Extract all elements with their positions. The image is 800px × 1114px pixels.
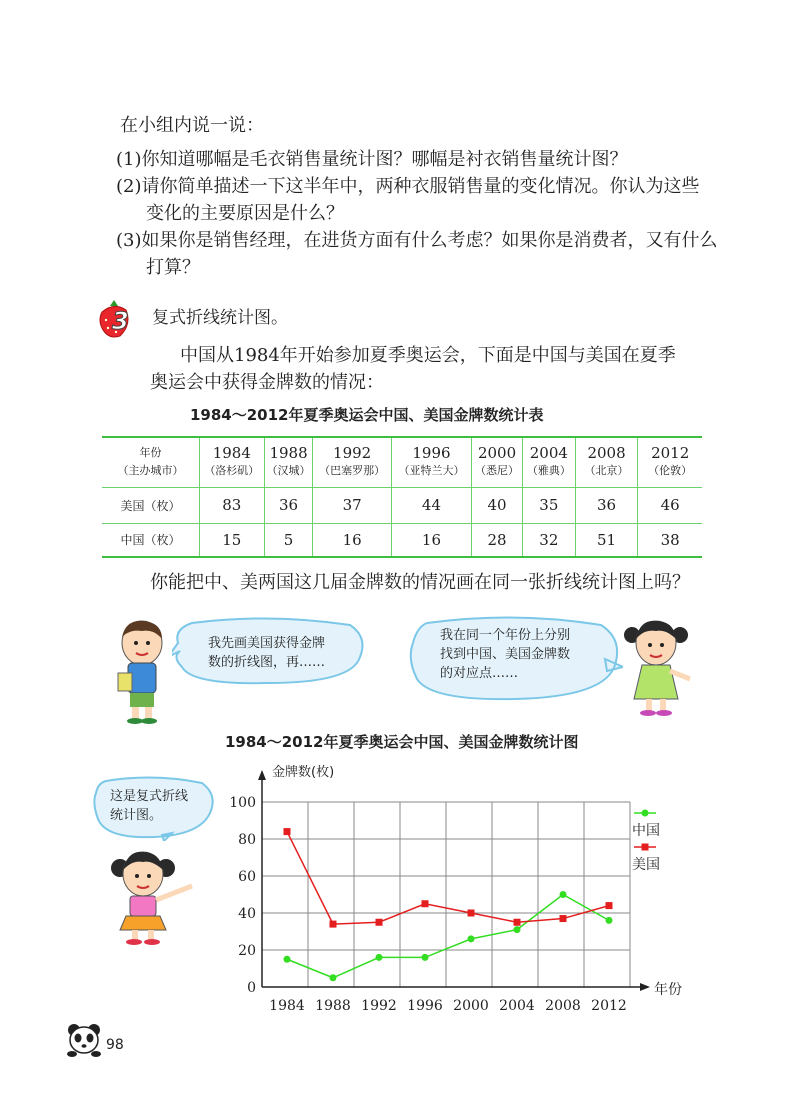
x-axis-label: 年份 <box>654 982 682 998</box>
table-cell: 83 <box>200 487 265 523</box>
question-2-line-1: (2)请你简单描述一下这半年中，两种衣服销售量的变化情况。你认为这些 <box>116 176 700 197</box>
data-point <box>330 974 337 981</box>
legend-label: 中国 <box>632 823 660 839</box>
data-point <box>468 910 475 917</box>
boy-illustration <box>112 615 174 725</box>
section-badge <box>92 298 136 342</box>
header-cell <box>313 437 391 487</box>
data-point <box>376 919 383 926</box>
y-tick-label: 0 <box>247 980 256 996</box>
question-3-line-2: 打算？ <box>146 257 200 278</box>
y-axis-label: 金牌数(枚) <box>272 765 335 780</box>
discussion-prompt: 在小组内说一说： <box>120 115 264 136</box>
header-city: （巴塞罗那） <box>319 464 386 478</box>
data-point <box>422 900 429 907</box>
data-point <box>422 954 429 961</box>
data-point <box>284 956 291 963</box>
table-header-label <box>102 437 200 487</box>
data-point <box>376 954 383 961</box>
question-2-line-2: 变化的主要原因是什么？ <box>146 203 344 224</box>
y-tick-label: 20 <box>238 943 256 959</box>
header-year: 1988 <box>269 444 308 463</box>
table-cell: 38 <box>638 523 702 557</box>
header-city: （北京） <box>584 464 629 478</box>
header-city: （洛杉矶） <box>204 464 260 478</box>
chart-legend <box>632 810 660 874</box>
header-label-year: 年份 <box>139 446 162 460</box>
header-year: 1984 <box>212 444 251 463</box>
header-year: 2004 <box>529 444 568 463</box>
series-line <box>287 895 609 978</box>
y-tick-label: 40 <box>238 906 256 922</box>
table-row-china <box>102 523 702 557</box>
header-year: 2012 <box>651 444 690 463</box>
chart-series <box>284 828 613 981</box>
x-tick-label: 2004 <box>499 998 535 1014</box>
data-point <box>284 828 291 835</box>
girl-bubble-line-1: 我在同一个年份上分别 <box>440 628 571 643</box>
header-city: （亚特兰大） <box>398 464 465 478</box>
table-cell: 44 <box>391 487 471 523</box>
table-cell: 51 <box>575 523 638 557</box>
table-cell: 36 <box>264 487 313 523</box>
x-tick-label: 2012 <box>591 998 627 1014</box>
y-tick-label: 80 <box>238 832 256 848</box>
table-cell: 32 <box>522 523 575 557</box>
legend-swatch-marker <box>642 844 649 851</box>
row-label: 美国（枚） <box>102 487 200 523</box>
x-tick-label: 2000 <box>453 998 489 1014</box>
question-text: 你能把中、美两国这几届金牌数的情况画在同一张折线统计图上吗？ <box>150 572 690 593</box>
header-year: 2000 <box>477 444 517 463</box>
table-cell: 40 <box>472 487 523 523</box>
chart-axes <box>229 770 650 1014</box>
boy-bubble-line-1: 我先画美国获得金牌 <box>208 636 326 651</box>
header-cell <box>638 437 702 487</box>
table-cell: 28 <box>472 523 523 557</box>
series-line <box>287 832 609 925</box>
girl2-bubble-line-1: 这是复式折线 <box>110 789 189 804</box>
pointing-girl-illustration <box>108 846 198 946</box>
question-1: (1)你知道哪幅是毛衣销售量统计图？哪幅是衬衣销售量统计图？ <box>116 149 628 170</box>
table-cell: 46 <box>638 487 702 523</box>
header-city: （汉城） <box>266 464 311 478</box>
header-year: 2008 <box>587 444 626 463</box>
table-cell: 15 <box>200 523 265 557</box>
data-point <box>514 926 521 933</box>
data-point <box>468 935 475 942</box>
girl-illustration <box>622 615 694 719</box>
table-caption: 1984～2012年夏季奥运会中国、美国金牌数统计表 <box>190 406 544 424</box>
header-cell <box>575 437 638 487</box>
girl2-bubble-line-2: 统计图。 <box>110 808 163 823</box>
header-cell <box>200 437 265 487</box>
data-point <box>560 915 567 922</box>
header-cell <box>472 437 523 487</box>
row-label: 中国（枚） <box>102 523 200 557</box>
data-point <box>514 919 521 926</box>
girl-bubble-line-2: 找到中国、美国金牌数 <box>440 647 571 662</box>
data-point <box>606 917 613 924</box>
y-tick-label: 60 <box>238 869 256 885</box>
table-cell: 36 <box>575 487 638 523</box>
legend-swatch-marker <box>642 810 649 817</box>
header-cell <box>391 437 471 487</box>
x-tick-label: 2008 <box>545 998 581 1014</box>
gold-medal-table <box>102 436 702 558</box>
header-year: 1992 <box>333 444 372 463</box>
boy-bubble-line-2: 数的折线图，再…… <box>208 655 326 670</box>
table-cell: 35 <box>522 487 575 523</box>
y-axis-arrow <box>258 770 266 780</box>
data-point <box>330 921 337 928</box>
section-title: 复式折线统计图。 <box>152 308 288 328</box>
table-header-row <box>102 437 702 487</box>
header-year: 1996 <box>412 444 451 463</box>
intro-line-2: 奥运会中获得金牌数的情况： <box>150 372 384 393</box>
legend-label: 美国 <box>632 857 660 873</box>
header-city: （悉尼） <box>475 464 520 478</box>
x-axis-arrow <box>640 983 650 991</box>
data-point <box>560 891 567 898</box>
header-label-city: （主办城市） <box>117 464 184 478</box>
table-cell: 37 <box>313 487 391 523</box>
page-number: 98 <box>106 1037 124 1053</box>
x-tick-label: 1992 <box>361 998 397 1014</box>
table-cell: 16 <box>313 523 391 557</box>
table-cell: 16 <box>391 523 471 557</box>
intro-line-1: 中国从1984年开始参加夏季奥运会，下面是中国与美国在夏季 <box>180 345 676 366</box>
x-tick-label: 1988 <box>315 998 351 1014</box>
x-tick-label: 1996 <box>407 998 443 1014</box>
header-city: （伦敦） <box>648 464 693 478</box>
question-3-line-1: (3)如果你是销售经理，在进货方面有什么考虑？如果你是消费者，又有什么 <box>116 230 718 251</box>
header-city: （雅典） <box>526 464 571 478</box>
header-cell <box>522 437 575 487</box>
header-cell <box>264 437 313 487</box>
y-tick-label: 100 <box>229 795 256 811</box>
section-number: 3 <box>112 307 129 335</box>
table-cell: 5 <box>264 523 313 557</box>
girl-bubble-line-3: 的对应点…… <box>440 666 519 681</box>
x-tick-label: 1984 <box>269 998 305 1014</box>
table-row-usa <box>102 487 702 523</box>
chart-caption: 1984～2012年夏季奥运会中国、美国金牌数统计图 <box>225 733 579 751</box>
chart-grid <box>262 802 630 987</box>
line-chart <box>220 758 700 1020</box>
panda-icon <box>66 1022 102 1058</box>
data-point <box>606 902 613 909</box>
